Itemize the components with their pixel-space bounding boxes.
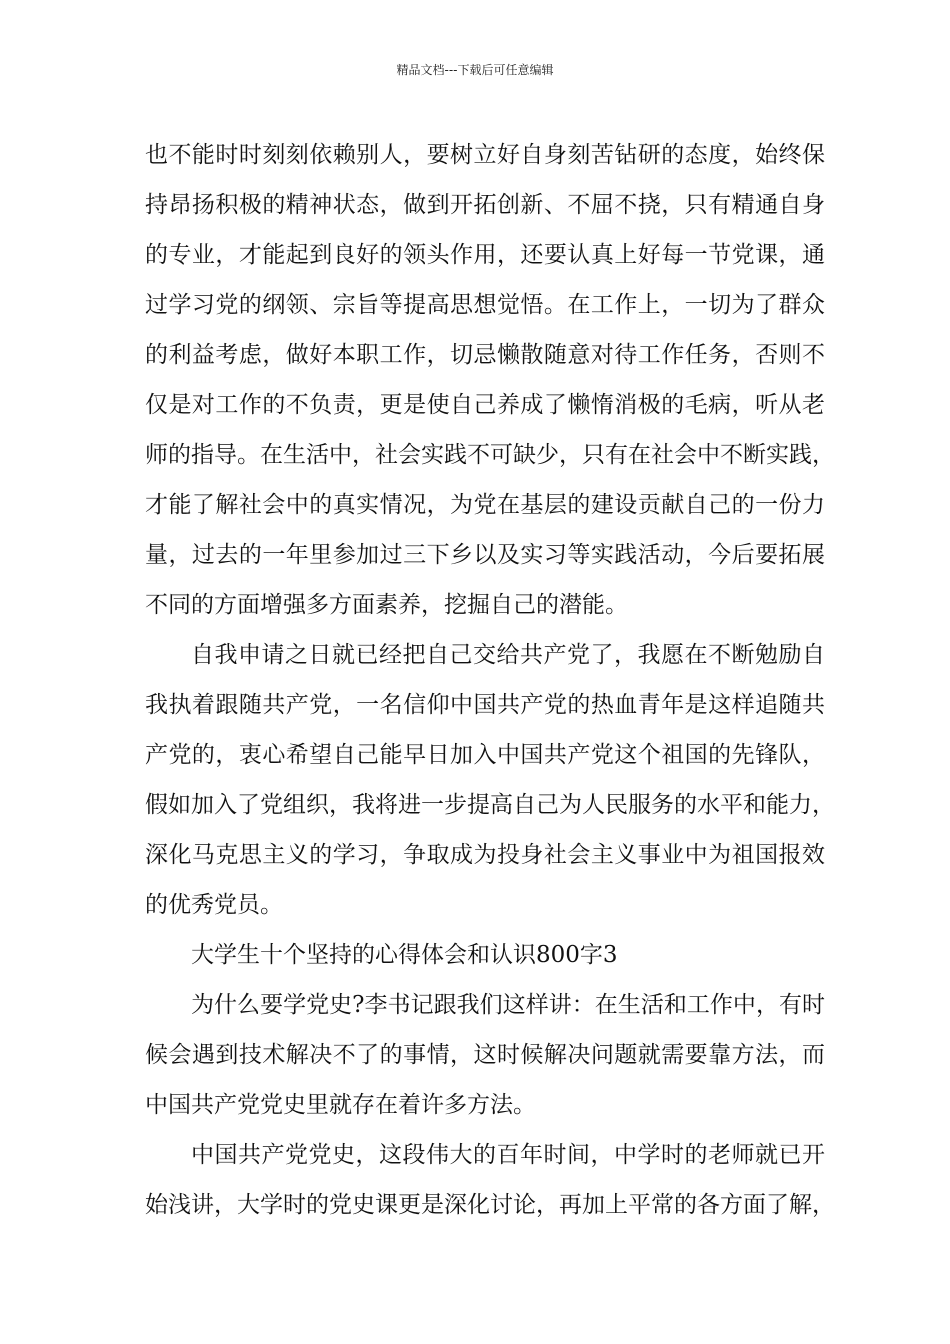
text-line: 不同的方面增强多方面素养，挖掘自己的潜能。 <box>145 592 628 618</box>
text-line: 深化马克思主义的学习，争取成为投身社会主义事业中为祖国报效 <box>145 842 825 868</box>
text-line: 的利益考虑，做好本职工作，切忌懒散随意对待工作任务，否则不 <box>145 342 825 368</box>
text-line: 产党的，衷心希望自己能早日加入中国共产党这个祖国的先锋队， <box>145 742 825 768</box>
paragraph-4 <box>145 1130 835 1230</box>
text-line: 师的指导。在生活中，社会实践不可缺少，只有在社会中不断实践， <box>145 442 835 468</box>
text-line: 才能了解社会中的真实情况，为党在基层的建设贡献自己的一份力 <box>145 492 825 518</box>
document-body <box>145 130 835 1230</box>
text-line: 假如加入了党组织，我将进一步提高自己为人民服务的水平和能力， <box>145 792 835 818</box>
paragraph-2 <box>145 630 835 930</box>
text-line: 我执着跟随共产党，一名信仰中国共产党的热血青年是这样追随共 <box>145 692 825 718</box>
text-line: 的专业，才能起到良好的领头作用，还要认真上好每一节党课，通 <box>145 242 825 268</box>
text-line: 量，过去的一年里参加过三下乡以及实习等实践活动，今后要拓展 <box>145 542 825 568</box>
paragraph-3 <box>145 980 825 1130</box>
text-line: 仅是对工作的不负责，更是使自己养成了懒惰消极的毛病，听从老 <box>145 392 825 418</box>
text-line: 候会遇到技术解决不了的事情，这时候解决问题就需要靠方法，而 <box>145 1042 825 1068</box>
text-line: 为什么要学党史?李书记跟我们这样讲：在生活和工作中，有时 <box>191 992 825 1018</box>
paragraph-1 <box>145 130 835 630</box>
text-line: 中国共产党党史，这段伟大的百年时间，中学时的老师就已开 <box>191 1142 825 1168</box>
text-line: 自我申请之日就已经把自己交给共产党了，我愿在不断勉励自 <box>191 642 825 668</box>
text-line: 持昂扬积极的精神状态，做到开拓创新、不屈不挠，只有精通自身 <box>145 192 825 218</box>
heading-line: 大学生十个坚持的心得体会和认识800字3 <box>191 942 618 968</box>
section-heading <box>145 930 825 980</box>
text-line: 过学习党的纲领、宗旨等提高思想觉悟。在工作上，一切为了群众 <box>145 292 825 318</box>
text-line: 也不能时时刻刻依赖别人，要树立好自身刻苦钻研的态度，始终保 <box>145 142 825 168</box>
text-line: 的优秀党员。 <box>145 892 283 918</box>
page-header: 精品文档---下载后可任意编辑 <box>396 63 554 77</box>
text-line: 中国共产党党史里就存在着许多方法。 <box>145 1092 536 1118</box>
text-line: 始浅讲，大学时的党史课更是深化讨论，再加上平常的各方面了解， <box>145 1192 835 1218</box>
